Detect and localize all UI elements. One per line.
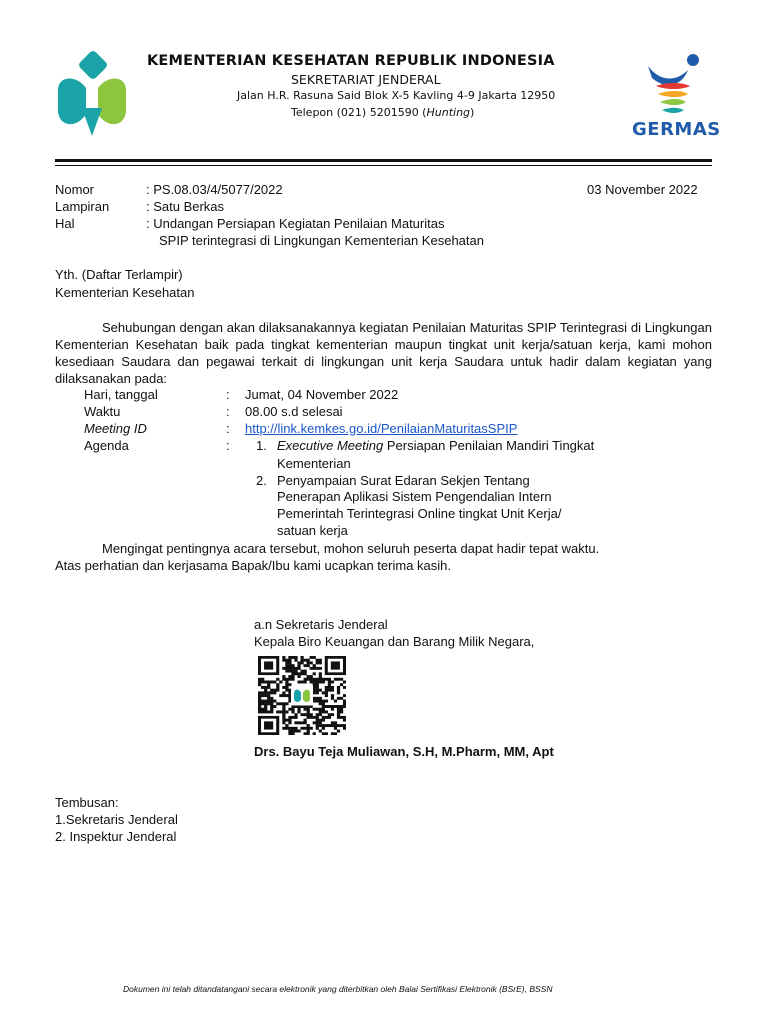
- tembusan-item-2: 2. Inspektur Jenderal: [55, 829, 177, 844]
- phone-line: [291, 106, 474, 119]
- hal-value-1: : Undangan Persiapan Kegiatan Penilaian Maturitas: [146, 216, 445, 231]
- esign-footer: Dokumen ini telah ditandatangani secara elektronik yang diterbitkan oleh Balai Sertifikasi Elektronik (BSrE), BSSN: [123, 984, 553, 994]
- hal-value-2: SPIP terintegrasi di Lingkungan Kementerian Kesehatan: [159, 233, 484, 248]
- hari-label: Hari, tanggal: [84, 387, 158, 402]
- germas-logo-icon: [642, 52, 704, 118]
- agenda-item-1: [277, 438, 594, 453]
- qr-code-icon: [258, 656, 346, 735]
- waktu-colon: :: [226, 404, 230, 419]
- nomor-value: : PS.08.03/4/5077/2022: [146, 182, 283, 197]
- phone-hunting: Hunting: [426, 106, 471, 119]
- agenda-item-1-italic: Executive Meeting: [277, 438, 384, 453]
- meeting-id-label: Meeting ID: [84, 421, 147, 436]
- agenda-item-1-cont: Kementerian: [277, 456, 351, 471]
- agenda-label: Agenda: [84, 438, 129, 453]
- agenda-item-1-text: Persiapan Penilaian Mandiri Tingkat: [383, 438, 595, 453]
- phone-prefix: Telepon (021) 5201590 (: [291, 106, 427, 119]
- agenda-item-2-num: 2.: [256, 473, 267, 488]
- secretariat-subtitle: SEKRETARIAT JENDERAL: [291, 72, 441, 87]
- kemenkes-logo: [52, 50, 132, 140]
- agenda-item-2-text: Penyampaian Surat Edaran Sekjen Tentang: [277, 473, 530, 488]
- recipient-line-2: Kementerian Kesehatan: [55, 285, 195, 300]
- address-line: Jalan H.R. Rasuna Said Blok X-5 Kavling 4-9 Jakarta 12950: [237, 89, 556, 102]
- hal-label: Hal: [55, 216, 75, 231]
- germas-wordmark: GERMAS: [632, 119, 721, 140]
- waktu-value: 08.00 s.d selesai: [245, 404, 343, 419]
- nomor-label: Nomor: [55, 182, 95, 197]
- tembusan-label: Tembusan:: [55, 795, 119, 810]
- agenda-item-2-cont-1: Penerapan Aplikasi Sistem Pengendalian Intern: [277, 489, 552, 504]
- lampiran-value: : Satu Berkas: [146, 199, 225, 214]
- signatory-name: Drs. Bayu Teja Muliawan, S.H, M.Pharm, MM, Apt: [254, 744, 554, 759]
- meeting-colon: :: [226, 421, 230, 436]
- letter-date: 03 November 2022: [587, 182, 698, 197]
- phone-suffix: ): [470, 106, 475, 119]
- agenda-item-2-cont-3: satuan kerja: [277, 523, 348, 538]
- header-rule-thin: [55, 165, 712, 166]
- meeting-link[interactable]: http://link.kemkes.go.id/PenilaianMaturitasSPIP: [245, 421, 518, 436]
- agenda-item-2-cont-2: Pemerintah Terintegrasi Online tingkat Unit Kerja/: [277, 506, 562, 521]
- closing-line-1: Mengingat pentingnya acara tersebut, mohon seluruh peserta dapat hadir tepat waktu.: [102, 541, 600, 556]
- header-rule-thick: [55, 159, 712, 162]
- signature-line-1: a.n Sekretaris Jenderal: [254, 617, 388, 632]
- waktu-label: Waktu: [84, 404, 121, 419]
- hari-colon: :: [226, 387, 230, 402]
- hari-value: Jumat, 04 November 2022: [245, 387, 399, 402]
- lampiran-label: Lampiran: [55, 199, 110, 214]
- tembusan-item-1: 1.Sekretaris Jenderal: [55, 812, 178, 827]
- ministry-title: KEMENTERIAN KESEHATAN REPUBLIK INDONESIA: [147, 53, 555, 69]
- signature-line-2: Kepala Biro Keuangan dan Barang Milik Negara,: [254, 634, 535, 649]
- intro-paragraph: Sehubungan dengan akan dilaksanakannya kegiatan Penilaian Maturitas SPIP Terintegrasi di Lingkungan Kementerian Kesehatan baik pada tingkat kementerian maupun tingkat unit kerja/satuan kerja, kami mohon kesediaan Saudara dan pegawai terkait di lingkungan unit kerja Saudara untuk hadir dalam kegiatan yang dilaksanakan pada:: [55, 320, 712, 386]
- agenda-item-1-num: 1.: [256, 438, 267, 453]
- agenda-colon: :: [226, 438, 230, 453]
- recipient-line-1: Yth. (Daftar Terlampir): [55, 267, 183, 282]
- closing-line-2: Atas perhatian dan kerjasama Bapak/Ibu kami ucapkan terima kasih.: [55, 558, 451, 573]
